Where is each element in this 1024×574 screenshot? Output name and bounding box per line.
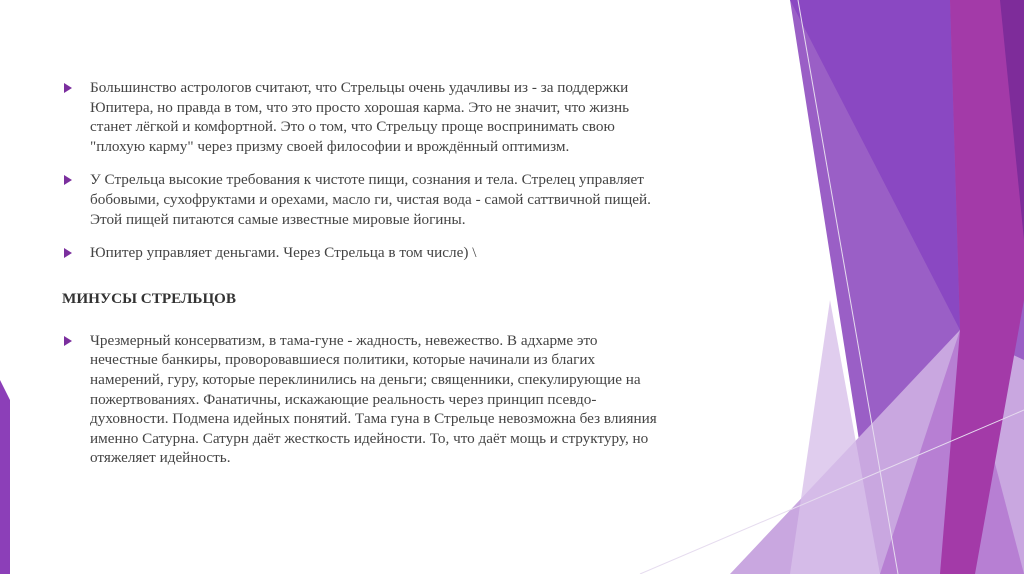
bullet-arrow-icon — [64, 175, 72, 185]
bullet-item — [62, 78, 782, 156]
bullet-text: У Стрельца высокие требования к чистоте пищи, сознания и тела. Стрелец управляет бобовыми, сухофруктами и орехами, масло ги, чистая вода - самой саттвичной пищей. Этой пищей питаются самые известные мировые йогины. — [90, 171, 651, 228]
section-heading: МИНУСЫ СТРЕЛЬЦОВ — [62, 289, 237, 307]
bullet-text: Юпитер управляет деньгами. Через Стрельца в том числе) \ — [90, 244, 477, 262]
bullet-text: Большинство астрологов считают, что Стрельцы очень удачливы из - за поддержки Юпитера, но правда в том, что это просто хорошая карма. Это не значит, что жизнь станет лёгкой и комфортной. Это о том, что Стрельцу проще воспринимать свою "плохую карму" через призму своей философии и врождённый оптимизм. — [90, 79, 630, 155]
bullet-item — [62, 243, 782, 263]
bullet-item — [62, 170, 782, 229]
bullet-text: Чрезмерный консерватизм, в тама-гуне - жадность, невежество. В адхарме это нечестные банкиры, проворовавшиеся политики, которые начинали из благих намерений, гуру, которые переклинились на деньги; священники, спекулирующие на пожертвованиях. Фанатичны, искажающие реальность через принцип псевдо- духовности. Подмена идейных понятий. Тама гуна в Стрельце невозможна без влияния именно Сатурна. Сатурн даёт жесткость идейности. То, что даёт мощь и структуру, но отяжеляет идейность. — [90, 331, 657, 467]
bullet-item — [62, 331, 782, 468]
bullet-arrow-icon — [64, 336, 72, 346]
slide-content — [62, 78, 782, 468]
decor-shape-a — [0, 380, 10, 574]
bullet-arrow-icon — [64, 83, 72, 93]
bullet-arrow-icon — [64, 248, 72, 258]
